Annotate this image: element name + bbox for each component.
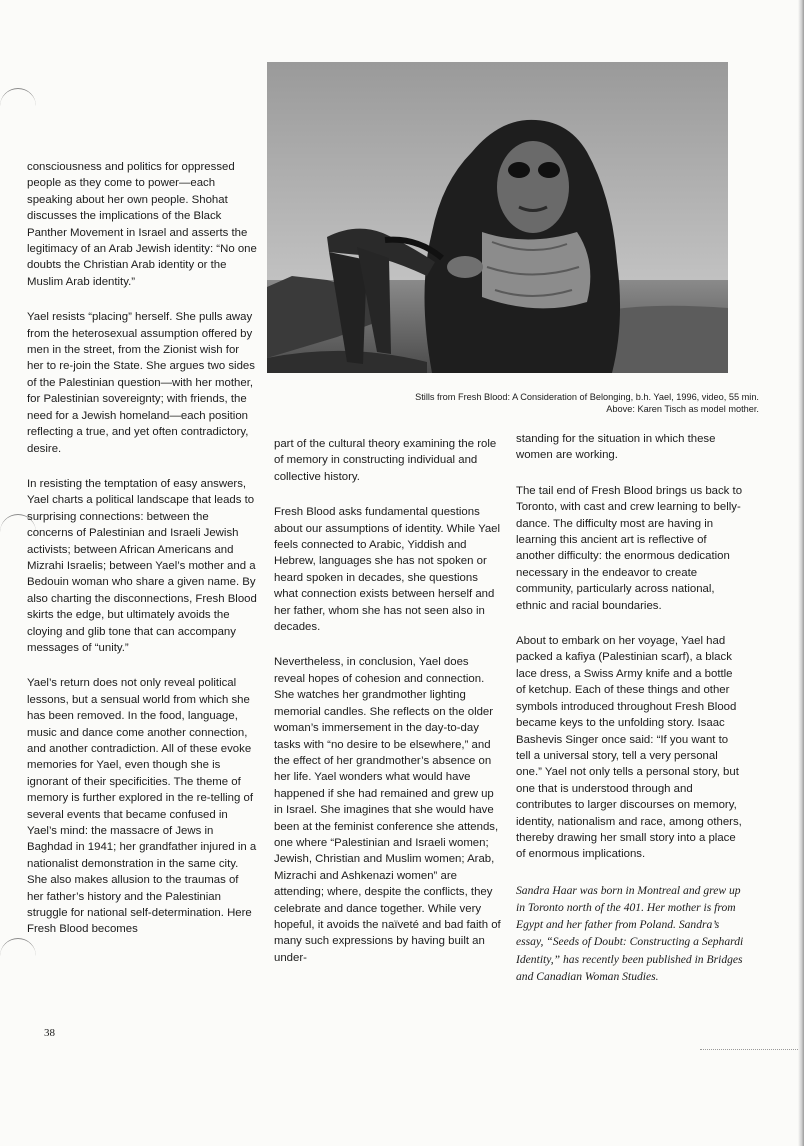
body-paragraph: Yael resists “placing” herself. She pulls away from the heterosexual assumption offered by men in the street, from the Zionist wish for her to re-join the State. She argues two sides of the Palestinian question—with her mother, for Palestinian sovereignty; with friends, the need for a Jewish homeland—each position reflecting a true, and yet often contradictory, desire. [27,311,255,455]
body-paragraph: part of the cultural theory examining the role of memory in constructing individual and collective history. [274,438,497,483]
page-number: 38 [44,1027,55,1039]
author-bio: Sandra Haar was born in Montreal and grew up in Toronto north of the 401. Her mother is from Egypt and her father from Poland. Sandra’s essay, “Seeds of Doubt: Constructing a Sephardi Identity,” has recently been published in Bridges and Canadian Woman Studies. [516,883,744,983]
body-paragraph: Yael’s return does not only reveal political lessons, but a sensual world from which she has been removed. In the food, language, music and dance come another connection, and another contradiction. All of these evoke memories for Yael, even though she is ignorant of their specificities. The theme of memory is further explored in the re-telling of several events that became confused in Yael’s mind: the massacre of Jews in Baghdad in 1941; her grandfather injured in a nationalist demonstration in the same city. She also makes allusion to the traumas of her father’s history and the Palestinian struggle for national self-determination. Here Fresh Blood becomes [27,677,257,936]
photo-caption-line-2: Above: Karen Tisch as model mother. [606,404,759,414]
scan-page-curl [0,88,36,119]
body-paragraph: In resisting the temptation of easy answers, Yael charts a political landscape that leads to surprising connections: between the concerns of Palestinian and Israeli Jewish activists; between African Americans and Mizrahi Israelis; between Yael’s mother and a Bedouin woman who share a given name. By also charting the disconnections, Fresh Blood skirts the edge, but ultimately avoids the cloying and glib tone that can accompany messages of “unity.” [27,477,257,654]
body-paragraph: The tail end of Fresh Blood brings us back to Toronto, with cast and crew learning to belly-dance. The difficulty most are having in learning this ancient art is reflective of another difficulty: the enormous dedication necessary in the endeavor to create community, particularly across national, ethnic and racial boundaries. [516,484,743,612]
text-column-2 [274,436,502,985]
text-column-3 [516,431,744,1004]
text-column-1 [27,159,257,957]
scan-artifact [700,1047,798,1050]
body-paragraph: consciousness and politics for oppressed people as they come to power—each speaking about her own people. Shohat discusses the implications of the Black Panther Movement in Israel and asserts the legitimacy of an Arab Jewish identity: “No one doubts the Christian Arab identity or the Muslim Arab identity.” [27,161,257,288]
scan-page-edge [798,0,804,1146]
body-paragraph: Fresh Blood asks fundamental questions about our assumptions of identity. While Yael feels connected to Arabic, Yiddish and Hebrew, languages she has not spoken or heard spoken in decades, she questions what connection exists between herself and her father, whom she has not seen also in decades. [274,506,501,634]
film-still-photo [267,62,728,373]
photo-caption-line-1: Stills from Fresh Blood: A Consideration of Belonging, b.h. Yael, 1996, video, 55 min. [415,392,759,402]
body-paragraph: About to embark on her voyage, Yael had packed a kafiya (Palestinian scarf), a black lace dress, a Swiss Army knife and a bottle of ketchup. Each of these things and other symbols introduced throughout Fresh Blood became keys to the unfolding story. Isaac Bashevis Singer once said: “If you want to tell a universal story, tell a very personal one.” Yael not only tells a personal story, but one that is understood through and contributes to larger discourses on memory, identity, nationalism and race, among others, thereby drawing her small story into a place of enormous implications. [516,635,742,861]
body-paragraph: Nevertheless, in conclusion, Yael does reveal hopes of cohesion and connection. She watches her grandmother lighting memorial candles. She reflects on the older woman’s immersement in the day-to-day tasks with “no desire to be elsewhere,” and the effect of her grandmother’s absence on her life. Yael wonders what would have happened if she had remained and grew up in Israel. She imagines that she would have been at the feminist conference she attends, one where “Palestinian and Israeli women; Jewish, Christian and Muslim women; Arab, Mizrachi and Ashkenazi women” are attending; where, despite the conflicts, they celebrate and dance together. While very hopeful, it avoids the naïveté and bad faith of many such expressions by having built an under- [274,656,501,964]
body-paragraph: standing for the situation in which these women are working. [516,433,716,462]
